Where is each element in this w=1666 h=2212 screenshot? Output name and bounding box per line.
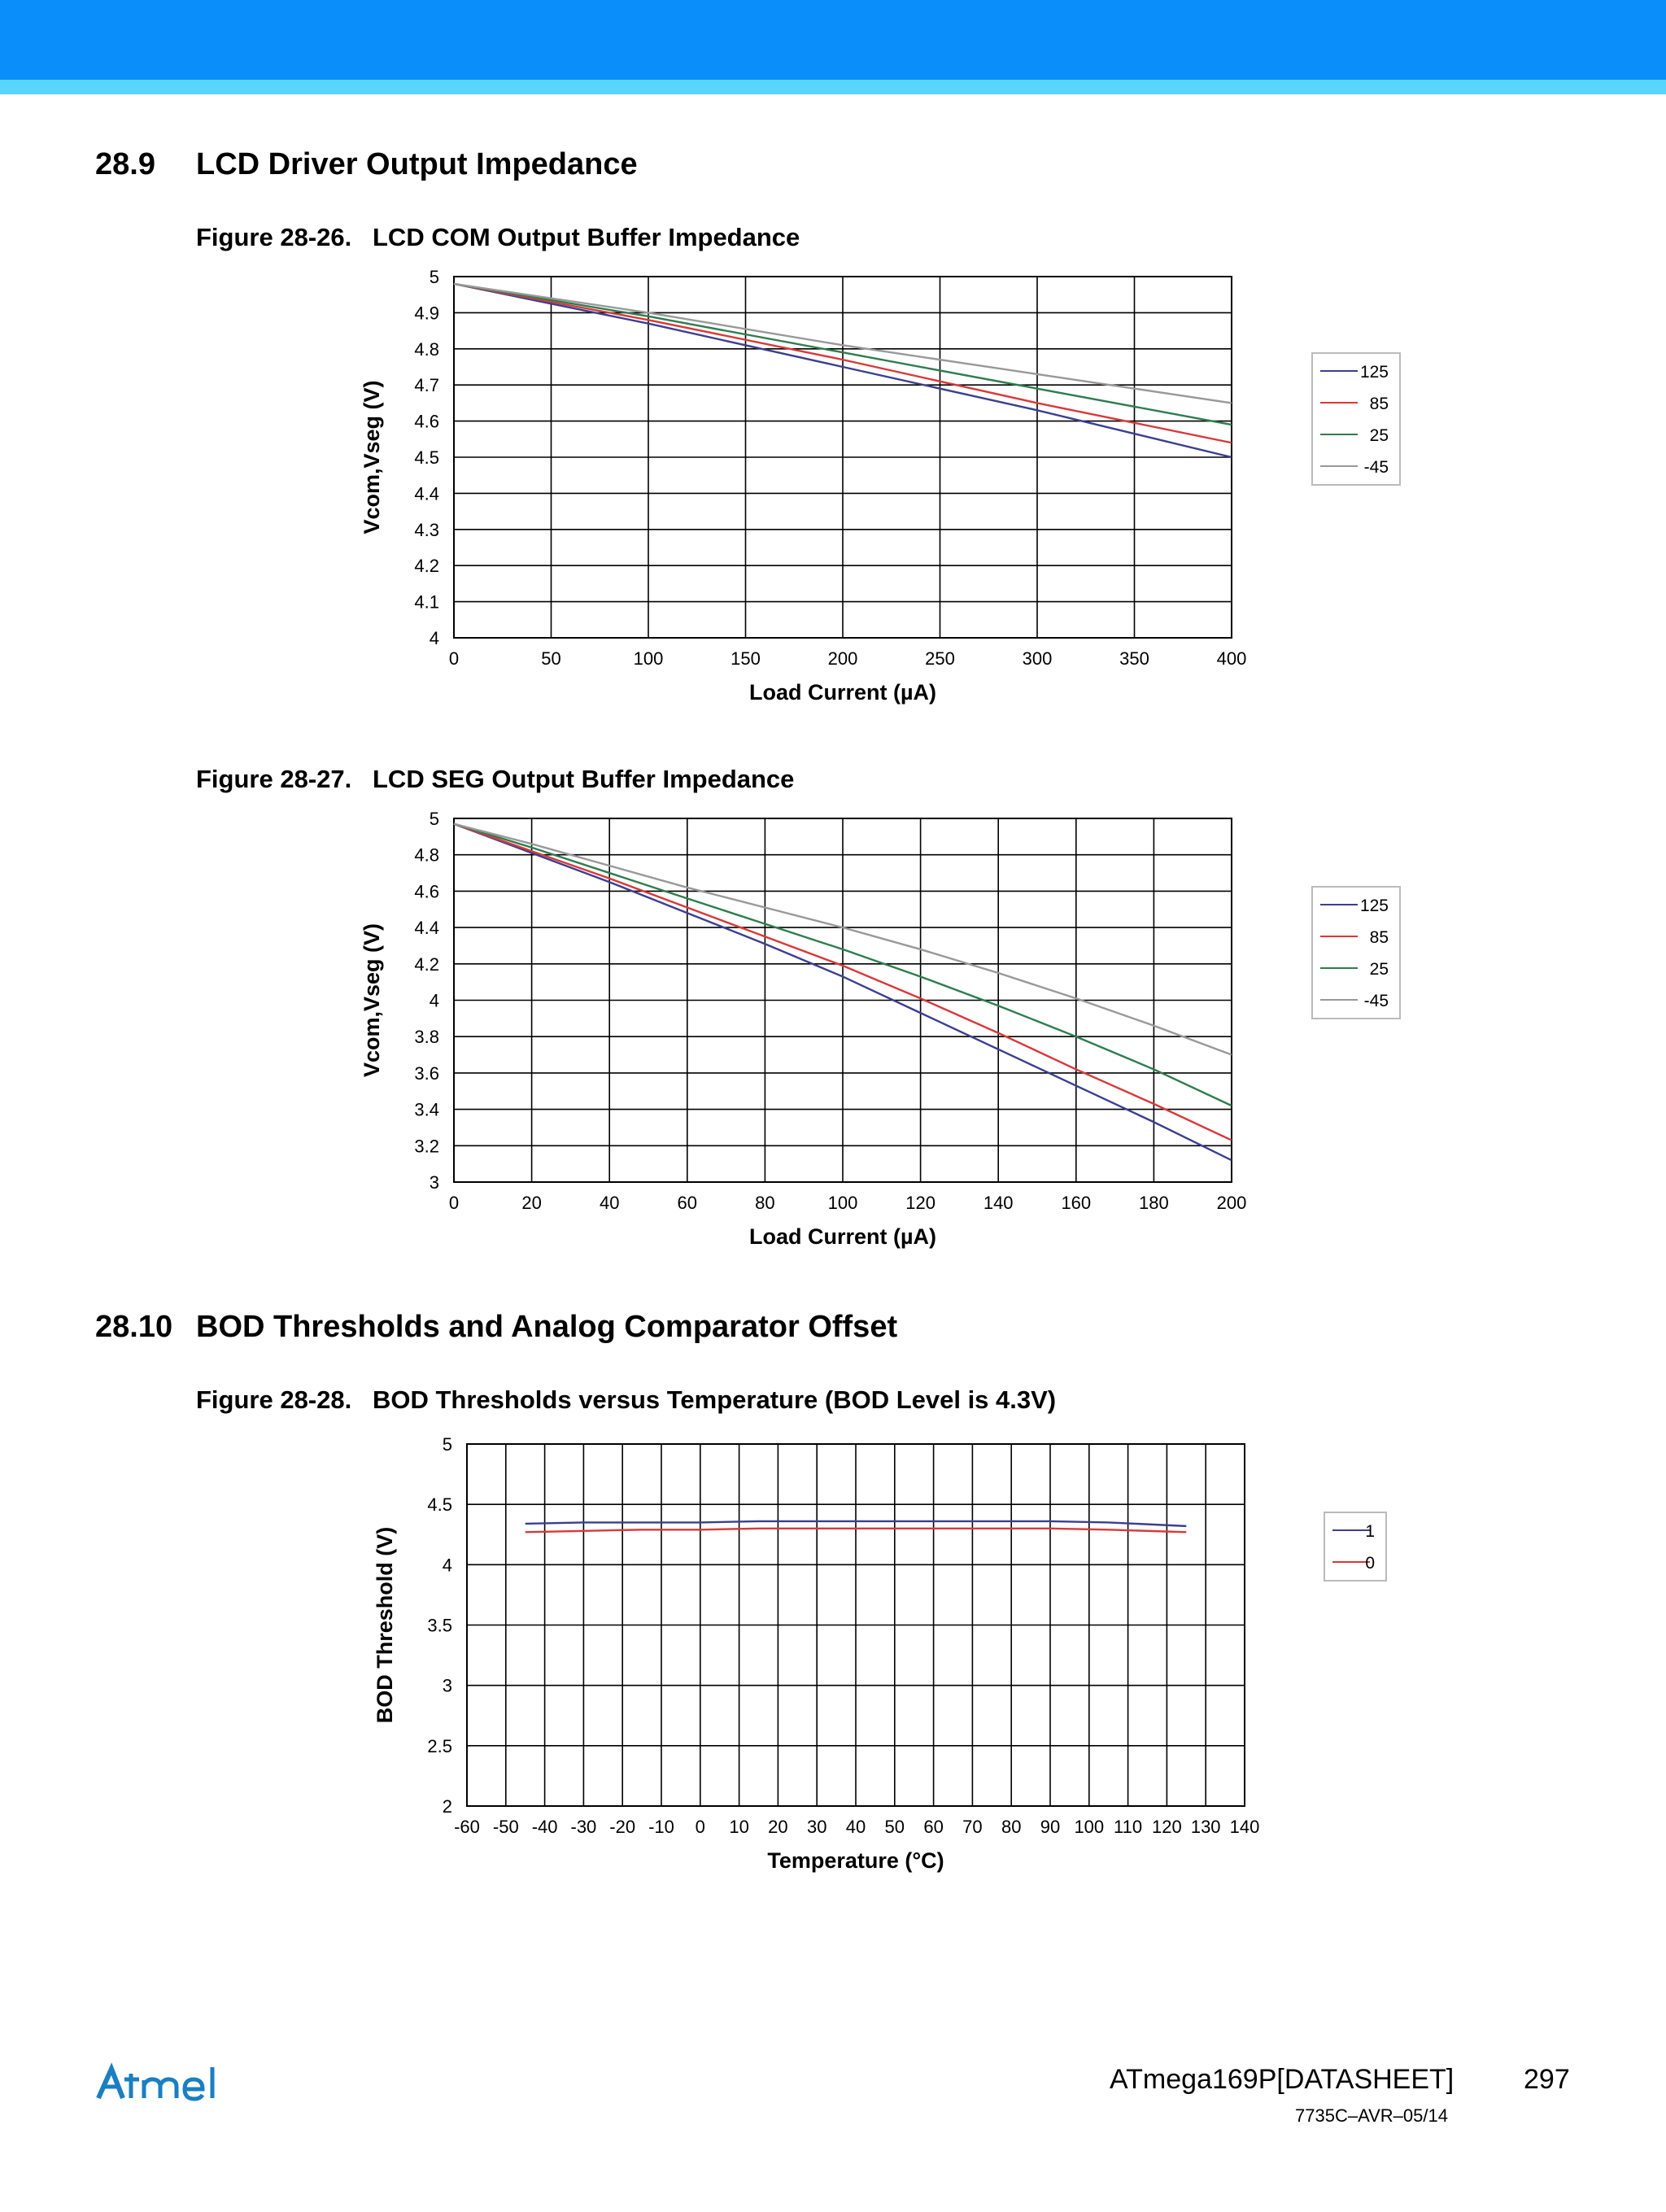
x-tick-label: 90	[1040, 1817, 1061, 1837]
x-tick-label: 0	[448, 648, 460, 669]
y-tick-label: 4	[429, 628, 439, 648]
x-tick-label: 140	[1229, 1817, 1260, 1837]
x-tick-label: 180	[1139, 1193, 1169, 1213]
x-tick-label: 140	[983, 1193, 1014, 1213]
y-tick-label: 4.9	[414, 303, 439, 324]
y-tick-label: 5	[429, 267, 439, 287]
legend-label: 1	[1365, 1522, 1375, 1541]
x-tick-label: 50	[541, 648, 561, 669]
x-tick-label: 400	[1216, 648, 1247, 669]
footer-page-number: 297	[1524, 2064, 1570, 2095]
figure-caption-com	[196, 223, 800, 252]
legend-label: 125	[1359, 897, 1389, 915]
y-tick-label: 4.3	[414, 519, 439, 540]
chart-lcd-com-impedance	[0, 260, 1666, 732]
y-tick-label: 5	[442, 1434, 452, 1455]
x-axis-label: Load Current (µA)	[748, 680, 937, 705]
figure-number: Figure 28-27.	[196, 765, 352, 793]
y-tick-label: 3.2	[414, 1136, 439, 1157]
legend-label: 0	[1365, 1554, 1375, 1573]
legend-label: 85	[1369, 395, 1389, 413]
y-tick-label: 4.2	[414, 556, 439, 577]
figure-number: Figure 28-28.	[196, 1385, 352, 1414]
x-tick-label: -60	[454, 1817, 480, 1837]
figure-title: LCD COM Output Buffer Impedance	[373, 223, 800, 251]
section-number: 28.10	[95, 1310, 173, 1344]
logo-letter-a	[98, 2069, 123, 2098]
y-axis-label: Vcom,Vseg (V)	[360, 923, 384, 1078]
y-tick-label: 2	[442, 1796, 452, 1817]
figure-caption-bod	[196, 1385, 1056, 1415]
x-tick-label: 20	[521, 1193, 542, 1213]
chart-lcd-seg-impedance	[0, 805, 1666, 1261]
y-axis-label: BOD Threshold (V)	[373, 1526, 397, 1724]
x-tick-label: 60	[923, 1817, 944, 1837]
y-tick-label: 4.7	[414, 375, 439, 396]
y-tick-label: 4.5	[414, 447, 439, 468]
x-tick-label: 80	[1001, 1817, 1022, 1837]
y-tick-label: 4.8	[414, 338, 439, 360]
x-tick-label: -30	[570, 1817, 597, 1837]
y-tick-label: 2.5	[427, 1735, 452, 1756]
y-tick-label: 3	[442, 1675, 452, 1696]
x-tick-label: 70	[962, 1817, 983, 1837]
x-axis-label: Load Current (µA)	[748, 1224, 937, 1249]
y-tick-label: 4.4	[414, 918, 439, 939]
legend-label: -45	[1363, 458, 1389, 477]
figure-number: Figure 28-26.	[196, 223, 352, 251]
legend-box	[1324, 1512, 1386, 1581]
x-axis-label: Temperature (°C)	[767, 1848, 944, 1873]
x-tick-label: 100	[827, 1193, 858, 1213]
x-tick-label: 40	[599, 1193, 620, 1213]
x-tick-label: 110	[1114, 1817, 1143, 1837]
section-title-text: LCD Driver Output Impedance	[196, 147, 638, 181]
x-tick-label: 0	[448, 1193, 460, 1213]
header-stripe	[0, 80, 1666, 94]
footer-revision: 7735C–AVR–05/14	[1295, 2105, 1448, 2126]
y-tick-label: 4.1	[414, 591, 439, 613]
x-tick-label: 50	[884, 1817, 905, 1837]
y-axis-label: Vcom,Vseg (V)	[360, 380, 384, 534]
figure-caption-seg	[196, 765, 794, 794]
x-tick-label: 200	[827, 648, 858, 669]
section-heading-bod	[95, 1310, 897, 1345]
x-tick-label: -20	[609, 1817, 636, 1837]
x-tick-label: 30	[806, 1817, 827, 1837]
footer-product-name: ATmega169P[DATASHEET]	[1110, 2064, 1454, 2095]
x-tick-label: -50	[492, 1817, 519, 1837]
x-tick-label: 160	[1061, 1193, 1092, 1213]
y-tick-label: 3.8	[414, 1027, 439, 1048]
y-tick-label: 3.5	[427, 1615, 452, 1636]
x-tick-label: 250	[925, 648, 955, 669]
legend-label: 25	[1369, 426, 1389, 445]
y-tick-label: 4.4	[414, 483, 439, 504]
figure-title: BOD Thresholds versus Temperature (BOD Level is 4.3V)	[373, 1385, 1057, 1414]
y-tick-label: 4.2	[414, 953, 439, 975]
x-tick-label: -40	[531, 1817, 558, 1837]
y-tick-label: 4.5	[427, 1494, 452, 1516]
legend-label: 85	[1369, 928, 1389, 947]
x-tick-label: 60	[677, 1193, 698, 1213]
header-bar	[0, 0, 1666, 80]
x-tick-label: 120	[1152, 1817, 1182, 1837]
legend-label: -45	[1363, 992, 1389, 1010]
section-title-text: BOD Thresholds and Analog Comparator Offset	[196, 1310, 898, 1344]
figure-title: LCD SEG Output Buffer Impedance	[373, 765, 795, 793]
x-tick-label: 100	[633, 648, 664, 669]
x-tick-label: 20	[768, 1817, 788, 1837]
y-tick-label: 3.6	[414, 1062, 439, 1084]
y-tick-label: 4.6	[414, 411, 439, 432]
x-tick-label: 350	[1119, 648, 1149, 669]
x-tick-label: 120	[905, 1193, 935, 1213]
x-tick-label: 10	[729, 1817, 749, 1837]
y-tick-label: 4	[429, 990, 439, 1011]
atmel-logo	[94, 2062, 248, 2111]
y-tick-label: 4.8	[414, 844, 439, 866]
y-tick-label: 4	[442, 1555, 452, 1576]
chart-bod-thresholds	[0, 1428, 1666, 1883]
section-heading-lcd	[95, 147, 638, 182]
y-tick-label: 4.6	[414, 881, 439, 902]
x-tick-label: 100	[1074, 1817, 1105, 1837]
x-tick-label: 40	[845, 1817, 866, 1837]
x-tick-label: 150	[731, 648, 761, 669]
y-tick-label: 3.4	[414, 1099, 439, 1120]
y-tick-label: 5	[429, 809, 439, 829]
section-number: 28.9	[95, 147, 155, 181]
x-tick-label: 80	[755, 1193, 775, 1213]
x-tick-label: 200	[1216, 1193, 1247, 1213]
x-tick-label: 300	[1022, 648, 1053, 669]
legend-label: 25	[1369, 960, 1389, 979]
x-tick-label: 0	[695, 1817, 705, 1837]
legend-label: 125	[1359, 363, 1389, 382]
y-tick-label: 3	[429, 1172, 439, 1193]
x-tick-label: -10	[648, 1817, 674, 1837]
x-tick-label: 130	[1190, 1817, 1221, 1837]
